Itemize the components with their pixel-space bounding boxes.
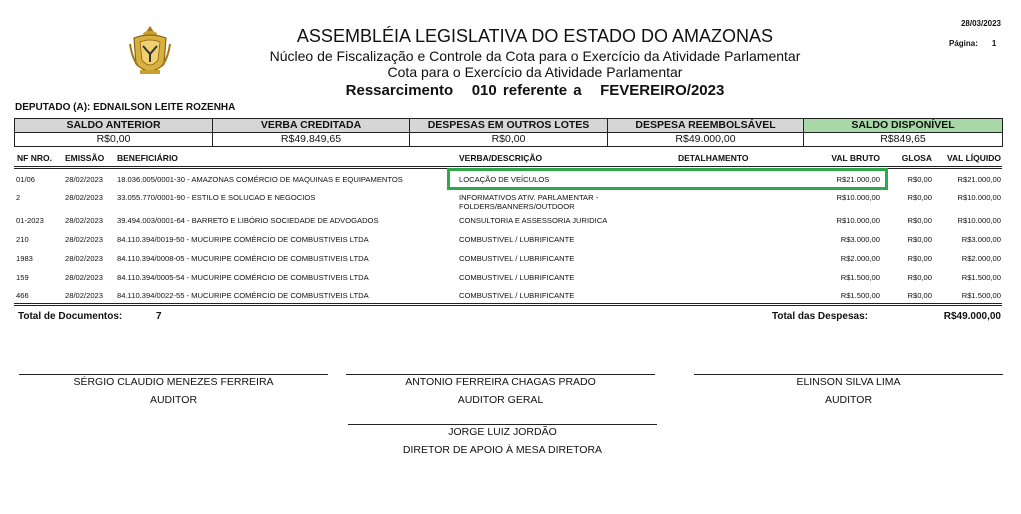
cell-glosa: R$0,00 <box>907 273 932 282</box>
summary-value: R$0,00 <box>15 133 213 147</box>
cell-emissao: 28/02/2023 <box>65 291 104 300</box>
cell-verba: LOCAÇÃO DE VEÍCULOS <box>459 175 550 184</box>
col-beneficiario: BENEFICIÁRIO <box>117 153 178 163</box>
signature-line <box>346 374 655 375</box>
cell-beneficiario: 33.055.770/0001-90 - ESTILO E SOLUCAO E NEGOCIOS <box>117 193 316 202</box>
cell-liquido: R$3.000,00 <box>961 235 1001 244</box>
cell-beneficiario: 18.036.005/0001-30 - AMAZONAS COMÉRCIO DE MAQUINAS E EQUIPAMENTOS <box>117 175 403 184</box>
signature-role: AUDITOR <box>824 394 873 406</box>
cell-nf: 159 <box>16 273 29 282</box>
col-detalhamento: DETALHAMENTO <box>678 153 749 163</box>
cell-verba: COMBUSTIVEL / LUBRIFICANTE <box>459 254 575 263</box>
cell-bruto: R$10.000,00 <box>836 193 880 202</box>
cell-liquido: R$10.000,00 <box>957 216 1001 225</box>
summary-value: R$49.000,00 <box>608 133 804 147</box>
table-bottom-rule <box>14 303 1002 306</box>
summary-value: R$849,65 <box>804 133 1003 147</box>
total-despesas-value: R$49.000,00 <box>943 311 1001 322</box>
cell-beneficiario: 84.110.394/0022-55 - MUCURIPE COMÉRCIO DE COMBUSTIVEIS LTDA <box>117 291 369 300</box>
cell-liquido: R$1.500,00 <box>961 273 1001 282</box>
col-glosa: GLOSA <box>901 153 932 163</box>
signature-line <box>19 374 328 375</box>
cell-emissao: 28/02/2023 <box>65 254 104 263</box>
col-nf: NF NRO. <box>17 153 52 163</box>
cell-liquido: R$21.000,00 <box>957 175 1001 184</box>
coat-of-arms-icon <box>128 24 172 80</box>
col-verba: VERBA/DESCRIÇÃO <box>459 153 543 163</box>
summary-value: R$49.849,65 <box>213 133 410 147</box>
cell-nf: 01/06 <box>16 175 36 184</box>
cell-emissao: 28/02/2023 <box>65 193 104 202</box>
cell-bruto: R$3.000,00 <box>840 235 880 244</box>
cell-nf: 01-2023 <box>16 216 44 225</box>
cell-emissao: 28/02/2023 <box>65 273 104 282</box>
col-emissao: EMISSÃO <box>65 153 105 163</box>
institution-title: ASSEMBLÉIA LEGISLATIVA DO ESTADO DO AMAZONAS <box>296 26 774 46</box>
page-indicator <box>949 39 996 48</box>
cell-liquido: R$2.000,00 <box>961 254 1001 263</box>
page-label: Página: <box>949 39 978 48</box>
total-docs-label: Total de Documentos: <box>18 311 123 322</box>
total-docs-count: 7 <box>156 311 162 322</box>
cell-beneficiario: 39.494.003/0001-64 - BARRETO E LIBÓRIO SOCIEDADE DE ADVOGADOS <box>117 216 379 225</box>
cell-nf: 1983 <box>16 254 33 263</box>
summary-header: SALDO DISPONÍVEL <box>804 119 1003 133</box>
summary-table <box>14 118 1003 147</box>
cell-emissao: 28/02/2023 <box>65 175 104 184</box>
page-number: 1 <box>991 39 997 48</box>
signature-name: JORGE LUIZ JORDÃO <box>448 426 557 438</box>
cell-beneficiario: 84.110.394/0008-05 - MUCURIPE COMÉRCIO DE COMBUSTIVEIS LTDA <box>117 254 369 263</box>
cell-bruto: R$1.500,00 <box>840 291 880 300</box>
col-liquido: VAL LÍQUIDO <box>947 153 1001 163</box>
total-despesas-label: Total das Despesas: <box>772 311 868 322</box>
summary-header: SALDO ANTERIOR <box>15 119 213 133</box>
signature-role: AUDITOR GERAL <box>457 394 544 406</box>
cell-glosa: R$0,00 <box>907 254 932 263</box>
cell-bruto: R$1.500,00 <box>840 273 880 282</box>
deputado-name: DEPUTADO (A): EDNAILSON LEITE ROZENHA <box>15 102 236 113</box>
summary-header: VERBA CREDITADA <box>213 119 410 133</box>
cell-glosa: R$0,00 <box>907 193 932 202</box>
cell-emissao: 28/02/2023 <box>65 235 104 244</box>
cell-glosa: R$0,00 <box>907 235 932 244</box>
cell-liquido: R$10.000,00 <box>957 193 1001 202</box>
subtitle-cota: Cota para o Exercício da Atividade Parlamentar <box>387 64 683 80</box>
summary-value-row <box>15 133 1003 147</box>
cell-nf: 466 <box>16 291 29 300</box>
cell-verba-line2: FOLDERS/BANNERS/OUTDOOR <box>459 202 575 211</box>
cell-beneficiario: 84.110.394/0005-54 - MUCURIPE COMÉRCIO DE COMBUSTIVEIS LTDA <box>117 273 369 282</box>
col-bruto: VAL BRUTO <box>831 153 880 163</box>
signature-role: AUDITOR <box>149 394 198 406</box>
cell-bruto: R$10.000,00 <box>836 216 880 225</box>
signature-name: ANTONIO FERREIRA CHAGAS PRADO <box>405 376 596 388</box>
signature-line <box>348 424 657 425</box>
signature-name: SÉRGIO CLAUDIO MENEZES FERREIRA <box>73 376 274 388</box>
summary-header-row <box>15 119 1003 133</box>
signature-name: ELINSON SILVA LIMA <box>796 376 901 388</box>
signature-line <box>694 374 1003 375</box>
cell-bruto: R$2.000,00 <box>840 254 880 263</box>
cell-nf: 2 <box>16 193 21 202</box>
cell-nf: 210 <box>16 235 29 244</box>
summary-value: R$0,00 <box>410 133 608 147</box>
cell-verba: INFORMATIVOS ATIV. PARLAMENTAR - <box>459 193 599 202</box>
refund-title: Ressarcimento 010 referente a FEVEREIRO/2023 <box>345 82 725 99</box>
cell-verba: COMBUSTIVEL / LUBRIFICANTE <box>459 273 575 282</box>
cell-verba: COMBUSTIVEL / LUBRIFICANTE <box>459 291 575 300</box>
highlight-box <box>447 168 888 190</box>
summary-header: DESPESAS EM OUTROS LOTES <box>410 119 608 133</box>
summary-header: DESPESA REEMBOLSÁVEL <box>608 119 804 133</box>
cell-liquido: R$1.500,00 <box>961 291 1001 300</box>
cell-bruto: R$21.000,00 <box>836 175 880 184</box>
cell-glosa: R$0,00 <box>907 216 932 225</box>
cell-beneficiario: 84.110.394/0019-50 - MUCURIPE COMÉRCIO DE COMBUSTIVEIS LTDA <box>117 235 369 244</box>
cell-glosa: R$0,00 <box>907 291 932 300</box>
subtitle-nucleo: Núcleo de Fiscalização e Controle da Cota para o Exercício da Atividade Parlamentar <box>269 48 801 64</box>
cell-verba: CONSULTORIA E ASSESSORIA JURIDICA <box>459 216 608 225</box>
cell-glosa: R$0,00 <box>907 175 932 184</box>
report-date: 28/03/2023 <box>960 19 1001 28</box>
cell-emissao: 28/02/2023 <box>65 216 104 225</box>
cell-verba: COMBUSTIVEL / LUBRIFICANTE <box>459 235 575 244</box>
signature-role: DIRETOR DE APOIO À MESA DIRETORA <box>402 444 603 456</box>
